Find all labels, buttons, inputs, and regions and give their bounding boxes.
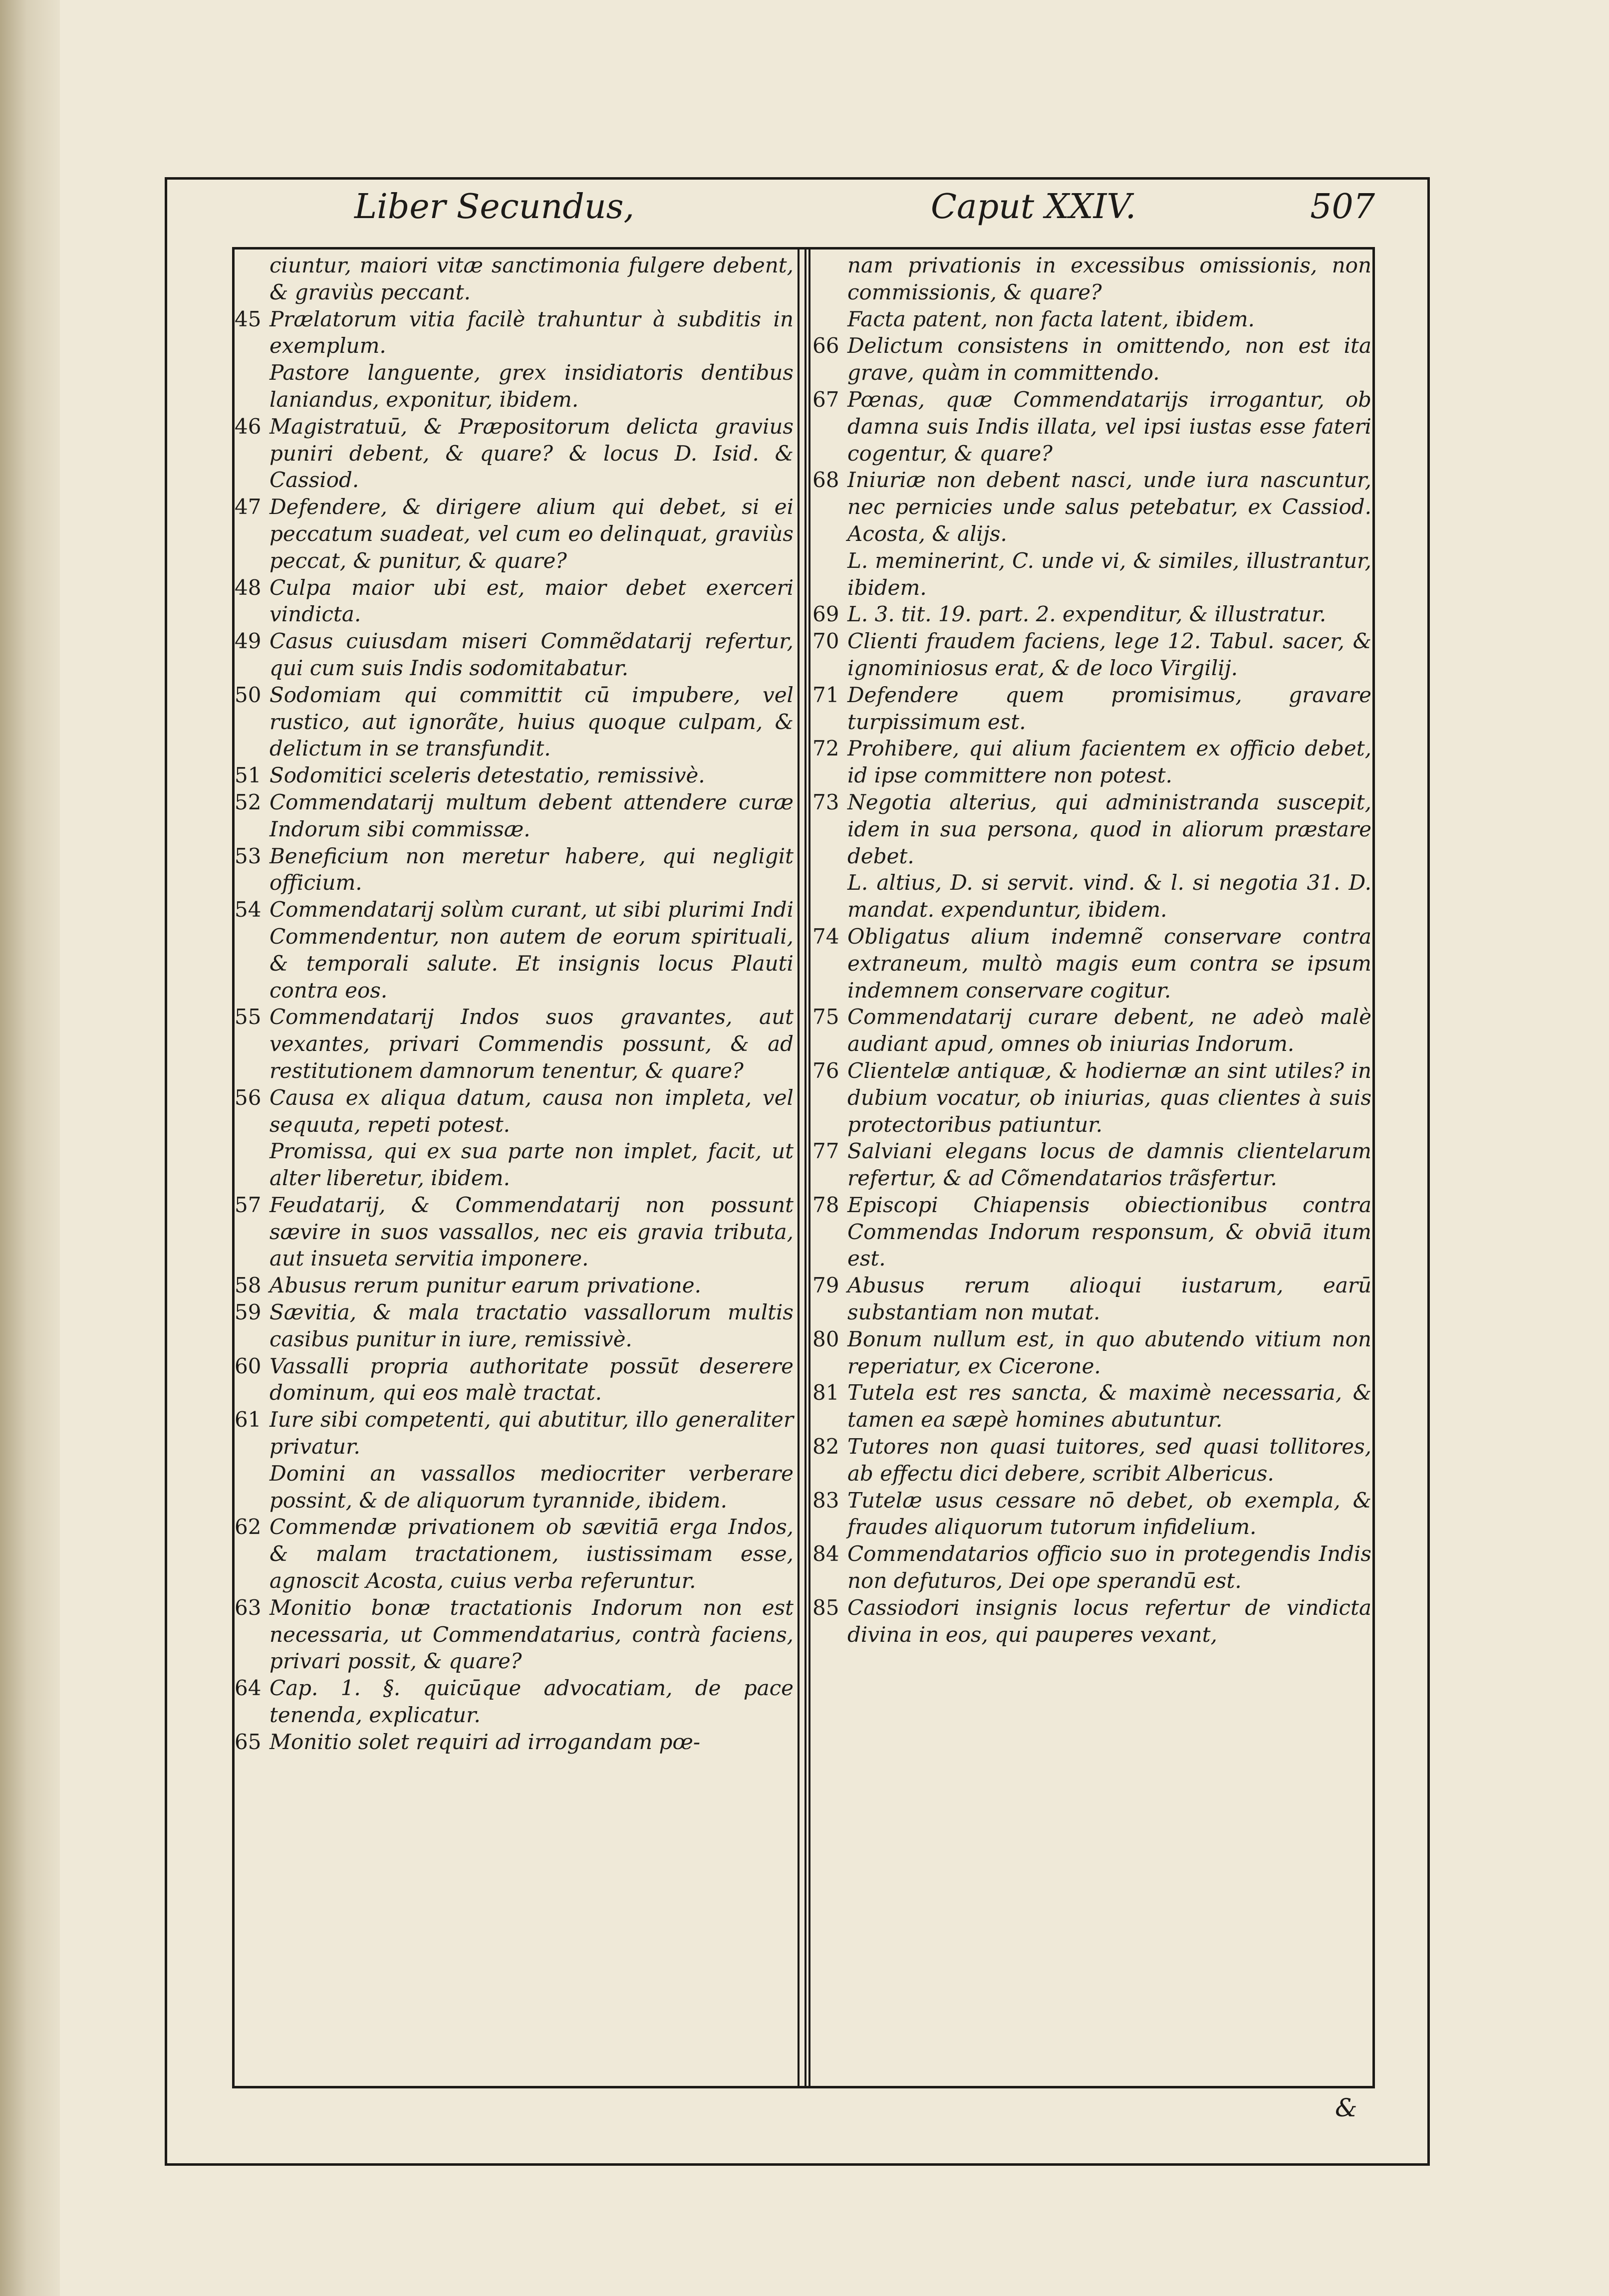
entry-text: Tutela est res sancta, & maximè necessaria, & tamen ea sæpè homines abutuntur. <box>847 1380 1371 1432</box>
entry-number: 65 <box>235 1729 262 1754</box>
entry-number: 54 <box>235 897 262 922</box>
entry-text: Bonum nullum est, in quo abutendo vitium non reperiatur, ex Cicerone. <box>847 1326 1371 1378</box>
summary-entry <box>812 1004 1371 1057</box>
entry-text: Pœnas, quæ Commendatarijs irrogantur, ob damna suis Indis illata, vel ipsi iustas esse fateri cogentur, & quare? <box>847 387 1371 466</box>
entry-number: 53 <box>235 843 262 868</box>
summary-entry <box>812 306 1371 333</box>
entry-text: Commendatarij curare debent, ne adeò malè audiant apud, omnes ob iniurias Indorum. <box>847 1005 1371 1056</box>
summary-entry <box>812 1433 1371 1487</box>
entry-text: Sodomitici sceleris detestatio, remissivè. <box>269 763 705 788</box>
entry-text: Abusus rerum alioqui iustarum, earū substantiam non mutat. <box>847 1273 1371 1325</box>
entry-text: ciuntur, maiori vitæ sanctimonia fulgere debent, & graviùs peccant. <box>269 253 794 304</box>
page-number: 507 <box>1310 187 1375 227</box>
entry-number: 56 <box>235 1085 262 1110</box>
book-gutter <box>0 0 60 2296</box>
entry-text: Iure sibi competenti, qui abutitur, illo generaliter privatur. <box>269 1407 794 1459</box>
entry-number: 59 <box>235 1300 262 1325</box>
summary-entry <box>235 494 794 574</box>
entry-number: 78 <box>812 1192 839 1217</box>
entry-text: Sodomiam qui committit cū impubere, vel rustico, aut ignorãte, huius quoque culpam, & delictum in se transfundit. <box>269 682 794 761</box>
entry-text: Defendere quem promisimus, gravare turpissimum est. <box>847 682 1371 734</box>
entry-number: 52 <box>235 789 262 814</box>
entry-number: 60 <box>235 1353 262 1378</box>
summary-entry <box>812 1326 1371 1380</box>
entry-text: Monitio solet requiri ad irrogandam pœ- <box>269 1729 701 1754</box>
summary-entry <box>235 1406 794 1460</box>
entry-number: 75 <box>812 1005 839 1029</box>
summary-entry <box>235 1084 794 1138</box>
summary-entry <box>812 467 1371 547</box>
summary-entry <box>235 1272 794 1299</box>
entry-number: 66 <box>812 333 839 358</box>
summary-entry <box>235 574 794 628</box>
entry-number: 68 <box>812 468 839 493</box>
entry-text: L. altius, D. si servit. vind. & l. si negotia 31. D. mandat. expenduntur, ibidem. <box>847 870 1371 922</box>
entry-number: 84 <box>812 1541 839 1566</box>
summary-entry <box>812 923 1371 1004</box>
summary-entry <box>812 1138 1371 1192</box>
summary-entry <box>235 1675 794 1729</box>
entry-text: Prælatorum vitia facilè trahuntur à subditis in exemplum. <box>269 306 794 358</box>
summary-entry <box>235 1594 794 1675</box>
entry-text: Clientelæ antiquæ, & hodiernæ an sint utiles? in dubium vocatur, ob iniurias, quas clientes à suis protectoribus patiuntur. <box>847 1058 1371 1137</box>
summary-entry <box>812 1272 1371 1326</box>
summary-entry <box>812 1057 1371 1138</box>
entry-text: Commendatarios officio suo in protegendis Indis non defuturos, Dei ope sperandū est. <box>847 1541 1371 1593</box>
entry-text: Commendatarij multum debent attendere curæ Indorum sibi commissæ. <box>269 789 794 841</box>
entry-number: 51 <box>235 763 262 788</box>
entry-text: Cap. 1. §. quicūque advocatiam, de pace tenenda, explicatur. <box>269 1676 794 1728</box>
entry-number: 76 <box>812 1058 839 1083</box>
entry-number: 69 <box>812 602 839 627</box>
entry-number: 45 <box>235 306 262 331</box>
entry-number: 70 <box>812 629 839 654</box>
summary-entry <box>812 628 1371 682</box>
entry-text: Obligatus alium indemnẽ conservare contra extraneum, multò magis eum contra se ipsum indemnem conservare cogitur. <box>847 924 1371 1003</box>
entry-text: Delictum consistens in omittendo, non est ita grave, quàm in committendo. <box>847 333 1371 385</box>
entry-text: Sævitia, & mala tractatio vassallorum multis casibus punitur in iure, remissivè. <box>269 1300 794 1351</box>
summary-entry <box>812 682 1371 736</box>
entry-text: Monitio bonæ tractationis Indorum non est necessaria, ut Commendatarius, contrà faciens, privari possit, & quare? <box>269 1595 794 1674</box>
entry-number: 85 <box>812 1595 839 1620</box>
entry-number: 73 <box>812 789 839 814</box>
entry-text: Tutores non quasi tuitores, sed quasi tollitores, ab effectu dici debere, scribit Albericus. <box>847 1434 1371 1486</box>
summary-entry <box>235 252 794 306</box>
entry-number: 55 <box>235 1005 262 1029</box>
summary-entry <box>812 547 1371 601</box>
summary-entry <box>235 896 794 1004</box>
entry-number: 61 <box>235 1407 262 1432</box>
left-column-summary <box>235 252 794 2078</box>
entry-number: 57 <box>235 1192 262 1217</box>
entry-text: Prohibere, qui alium facientem ex officio debet, id ipse committere non potest. <box>847 736 1371 788</box>
entry-number: 64 <box>235 1676 262 1701</box>
entry-number: 50 <box>235 682 262 707</box>
entry-text: Commendatarij solùm curant, ut sibi plurimi Indi Commendentur, non autem de eorum spirituali, & temporali salute. Et insignis locus Plauti contra eos. <box>269 897 794 1003</box>
summary-entry <box>812 332 1371 386</box>
entry-number: 77 <box>812 1139 839 1164</box>
summary-entry <box>235 682 794 762</box>
entry-number: 71 <box>812 682 839 707</box>
summary-entry <box>235 1004 794 1084</box>
entry-text: Tutelæ usus cessare nō debet, ob exempla, & fraudes aliquorum tutorum infidelium. <box>847 1488 1371 1539</box>
summary-entry <box>812 1487 1371 1541</box>
summary-entry <box>235 1192 794 1272</box>
entry-number: 82 <box>812 1434 839 1459</box>
entry-text: Cassiodori insignis locus refertur de vindicta divina in eos, qui pauperes vexant, <box>847 1595 1371 1647</box>
entry-text: L. meminerint, C. unde vi, & similes, illustrantur, ibidem. <box>847 548 1371 600</box>
summary-entry <box>812 735 1371 789</box>
catchword: & <box>1335 2093 1357 2122</box>
summary-entry <box>235 1138 794 1192</box>
entry-number: 62 <box>235 1515 262 1539</box>
entry-number: 63 <box>235 1595 262 1620</box>
entry-text: Salviani elegans locus de damnis clientelarum refertur, & ad Cõmendatarios trãsfertur. <box>847 1139 1371 1191</box>
entry-text: Beneficium non meretur habere, qui negligit officium. <box>269 843 794 895</box>
entry-number: 81 <box>812 1380 839 1405</box>
column-divider-rule <box>798 247 800 2086</box>
header-book-title: Liber Secundus, <box>354 187 635 227</box>
entry-text: Causa ex aliqua datum, causa non impleta, vel sequuta, repeti potest. <box>269 1085 794 1137</box>
entry-text: Promissa, qui ex sua parte non implet, facit, ut alter liberetur, ibidem. <box>269 1139 794 1191</box>
entry-text: Casus cuiusdam miseri Commẽdatarij refertur, qui cum suis Indis sodomitabatur. <box>269 629 794 680</box>
entry-number: 46 <box>235 414 262 439</box>
summary-entry <box>235 1353 794 1407</box>
entry-text: Magistratuū, & Præpositorum delicta gravius puniri debent, & quare? & locus D. Isid. & Cassiod. <box>269 414 794 493</box>
entry-number: 83 <box>812 1488 839 1513</box>
summary-entry <box>812 386 1371 467</box>
summary-entry <box>812 1192 1371 1272</box>
entry-text: Defendere, & dirigere alium qui debet, si ei peccatum suadeat, vel cum eo delinquat, graviùs peccat, & punitur, & quare? <box>269 495 794 573</box>
entry-text: Vassalli propria authoritate possūt deserere dominum, qui eos malè tractat. <box>269 1353 794 1405</box>
summary-entry <box>235 413 794 494</box>
entry-text: Commendæ privationem ob sævitiā erga Indos, & malam tractationem, iustissimam esse, agnoscit Acosta, cuius verba referuntur. <box>269 1515 794 1593</box>
summary-entry <box>235 789 794 843</box>
summary-entry <box>812 1594 1371 1648</box>
entry-number: 49 <box>235 629 262 654</box>
summary-entry <box>812 1540 1371 1594</box>
entry-text: Culpa maior ubi est, maior debet exerceri vindicta. <box>269 575 794 627</box>
summary-entry <box>235 628 794 682</box>
entry-number: 67 <box>812 387 839 412</box>
entry-number: 74 <box>812 924 839 949</box>
entry-text: Pastore languente, grex insidiatoris dentibus laniandus, exponitur, ibidem. <box>269 360 794 412</box>
entry-number: 79 <box>812 1273 839 1298</box>
entry-text: L. 3. tit. 19. part. 2. expenditur, & illustratur. <box>847 602 1327 627</box>
entry-text: Iniuriæ non debent nasci, unde iura nascuntur, nec pernicies unde salus petebatur, ex Cassiod. Acosta, & alijs. <box>847 468 1371 546</box>
entry-number: 47 <box>235 495 262 519</box>
entry-number: 72 <box>812 736 839 761</box>
entry-number: 48 <box>235 575 262 600</box>
entry-text: Episcopi Chiapensis obiectionibus contra Commendas Indorum responsum, & obviā itum est. <box>847 1192 1371 1271</box>
entry-text: Abusus rerum punitur earum privatione. <box>269 1273 701 1298</box>
entry-number: 80 <box>812 1326 839 1351</box>
entry-text: nam privationis in excessibus omissionis, non commissionis, & quare? <box>847 253 1371 304</box>
summary-entry <box>235 1514 794 1594</box>
summary-entry <box>812 789 1371 869</box>
column-divider-rule-second <box>808 247 810 2086</box>
entry-number: 58 <box>235 1273 262 1298</box>
entry-text: Clienti fraudem faciens, lege 12. Tabul. sacer, & ignominiosus erat, & de loco Virgilij. <box>847 629 1371 680</box>
summary-entry <box>235 359 794 413</box>
entry-text: Negotia alterius, qui administranda suscepit, idem in sua persona, quod in aliorum præstare debet. <box>847 789 1371 868</box>
summary-entry <box>235 1460 794 1514</box>
summary-entry <box>812 252 1371 306</box>
summary-entry <box>235 306 794 360</box>
entry-text: Facta patent, non facta latent, ibidem. <box>847 306 1255 331</box>
summary-entry <box>812 601 1371 628</box>
summary-entry <box>812 1379 1371 1433</box>
summary-entry <box>235 843 794 897</box>
header-chapter: Caput XXIV. <box>931 187 1136 227</box>
summary-entry <box>812 869 1371 923</box>
entry-text: Feudatarij, & Commendatarij non possunt sævire in suos vassallos, nec eis gravia tributa, aut insueta servitia imponere. <box>269 1192 794 1271</box>
summary-entry <box>235 762 794 789</box>
entry-text: Commendatarij Indos suos gravantes, aut vexantes, privari Commendis possunt, & ad restitutionem damnorum tenentur, & quare? <box>269 1005 794 1083</box>
summary-entry <box>235 1729 794 1756</box>
running-header <box>172 187 1375 242</box>
right-column-summary <box>812 252 1371 2078</box>
summary-entry <box>235 1299 794 1353</box>
entry-text: Domini an vassallos mediocriter verberare possint, & de aliquorum tyrannide, ibidem. <box>269 1461 794 1513</box>
